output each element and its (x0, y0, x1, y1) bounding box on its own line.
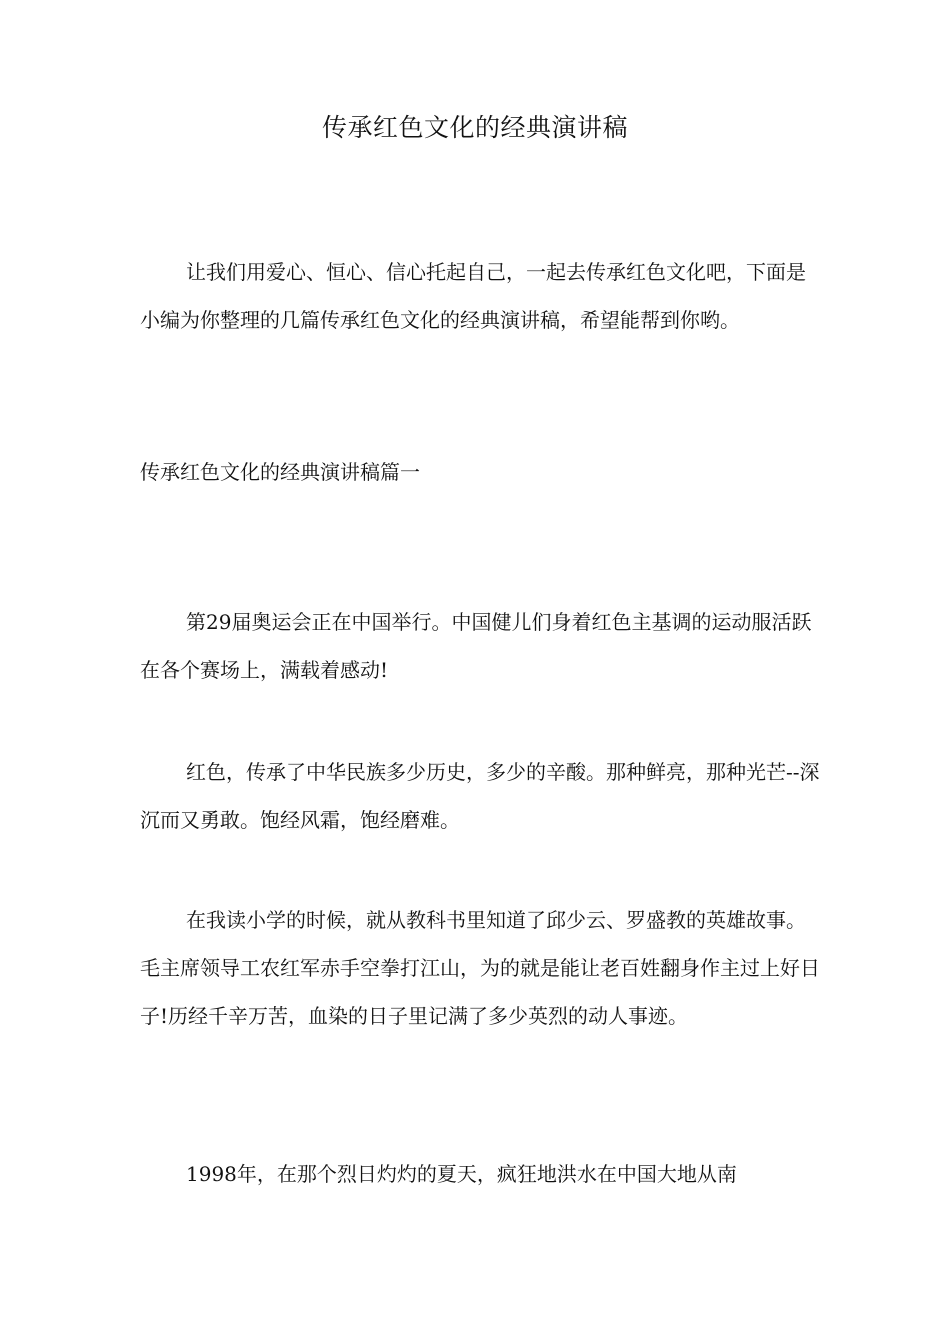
body-paragraph: 1998年，在那个烈日灼灼的夏天，疯狂地洪水在中国大地从南 (186, 1162, 737, 1186)
body-paragraph: 红色，传承了中华民族多少历史，多少的辛酸。那种鲜亮，那种光芒--深沉而又勇敢。饱经风霜，饱经磨难。 (140, 760, 820, 832)
body-paragraph: 第29届奥运会正在中国举行。中国健儿们身着红色主基调的运动服活跃在各个赛场上，满载着感动! (140, 610, 812, 682)
body-paragraph: 在我读小学的时候，就从教科书里知道了邱少云、罗盛教的英雄故事。毛主席领导工农红军赤手空拳打江山，为的就是能让老百姓翻身作主过上好日子!历经千辛万苦，血染的日子里记满了多少英烈的动人事迹。 (140, 908, 820, 1028)
intro-paragraph: 让我们用爱心、恒心、信心托起自己，一起去传承红色文化吧，下面是小编为你整理的几篇传承红色文化的经典演讲稿，希望能帮到你哟。 (140, 260, 806, 332)
section-heading: 传承红色文化的经典演讲稿篇一 (140, 460, 420, 484)
document-title: 传承红色文化的经典演讲稿 (321, 113, 628, 142)
